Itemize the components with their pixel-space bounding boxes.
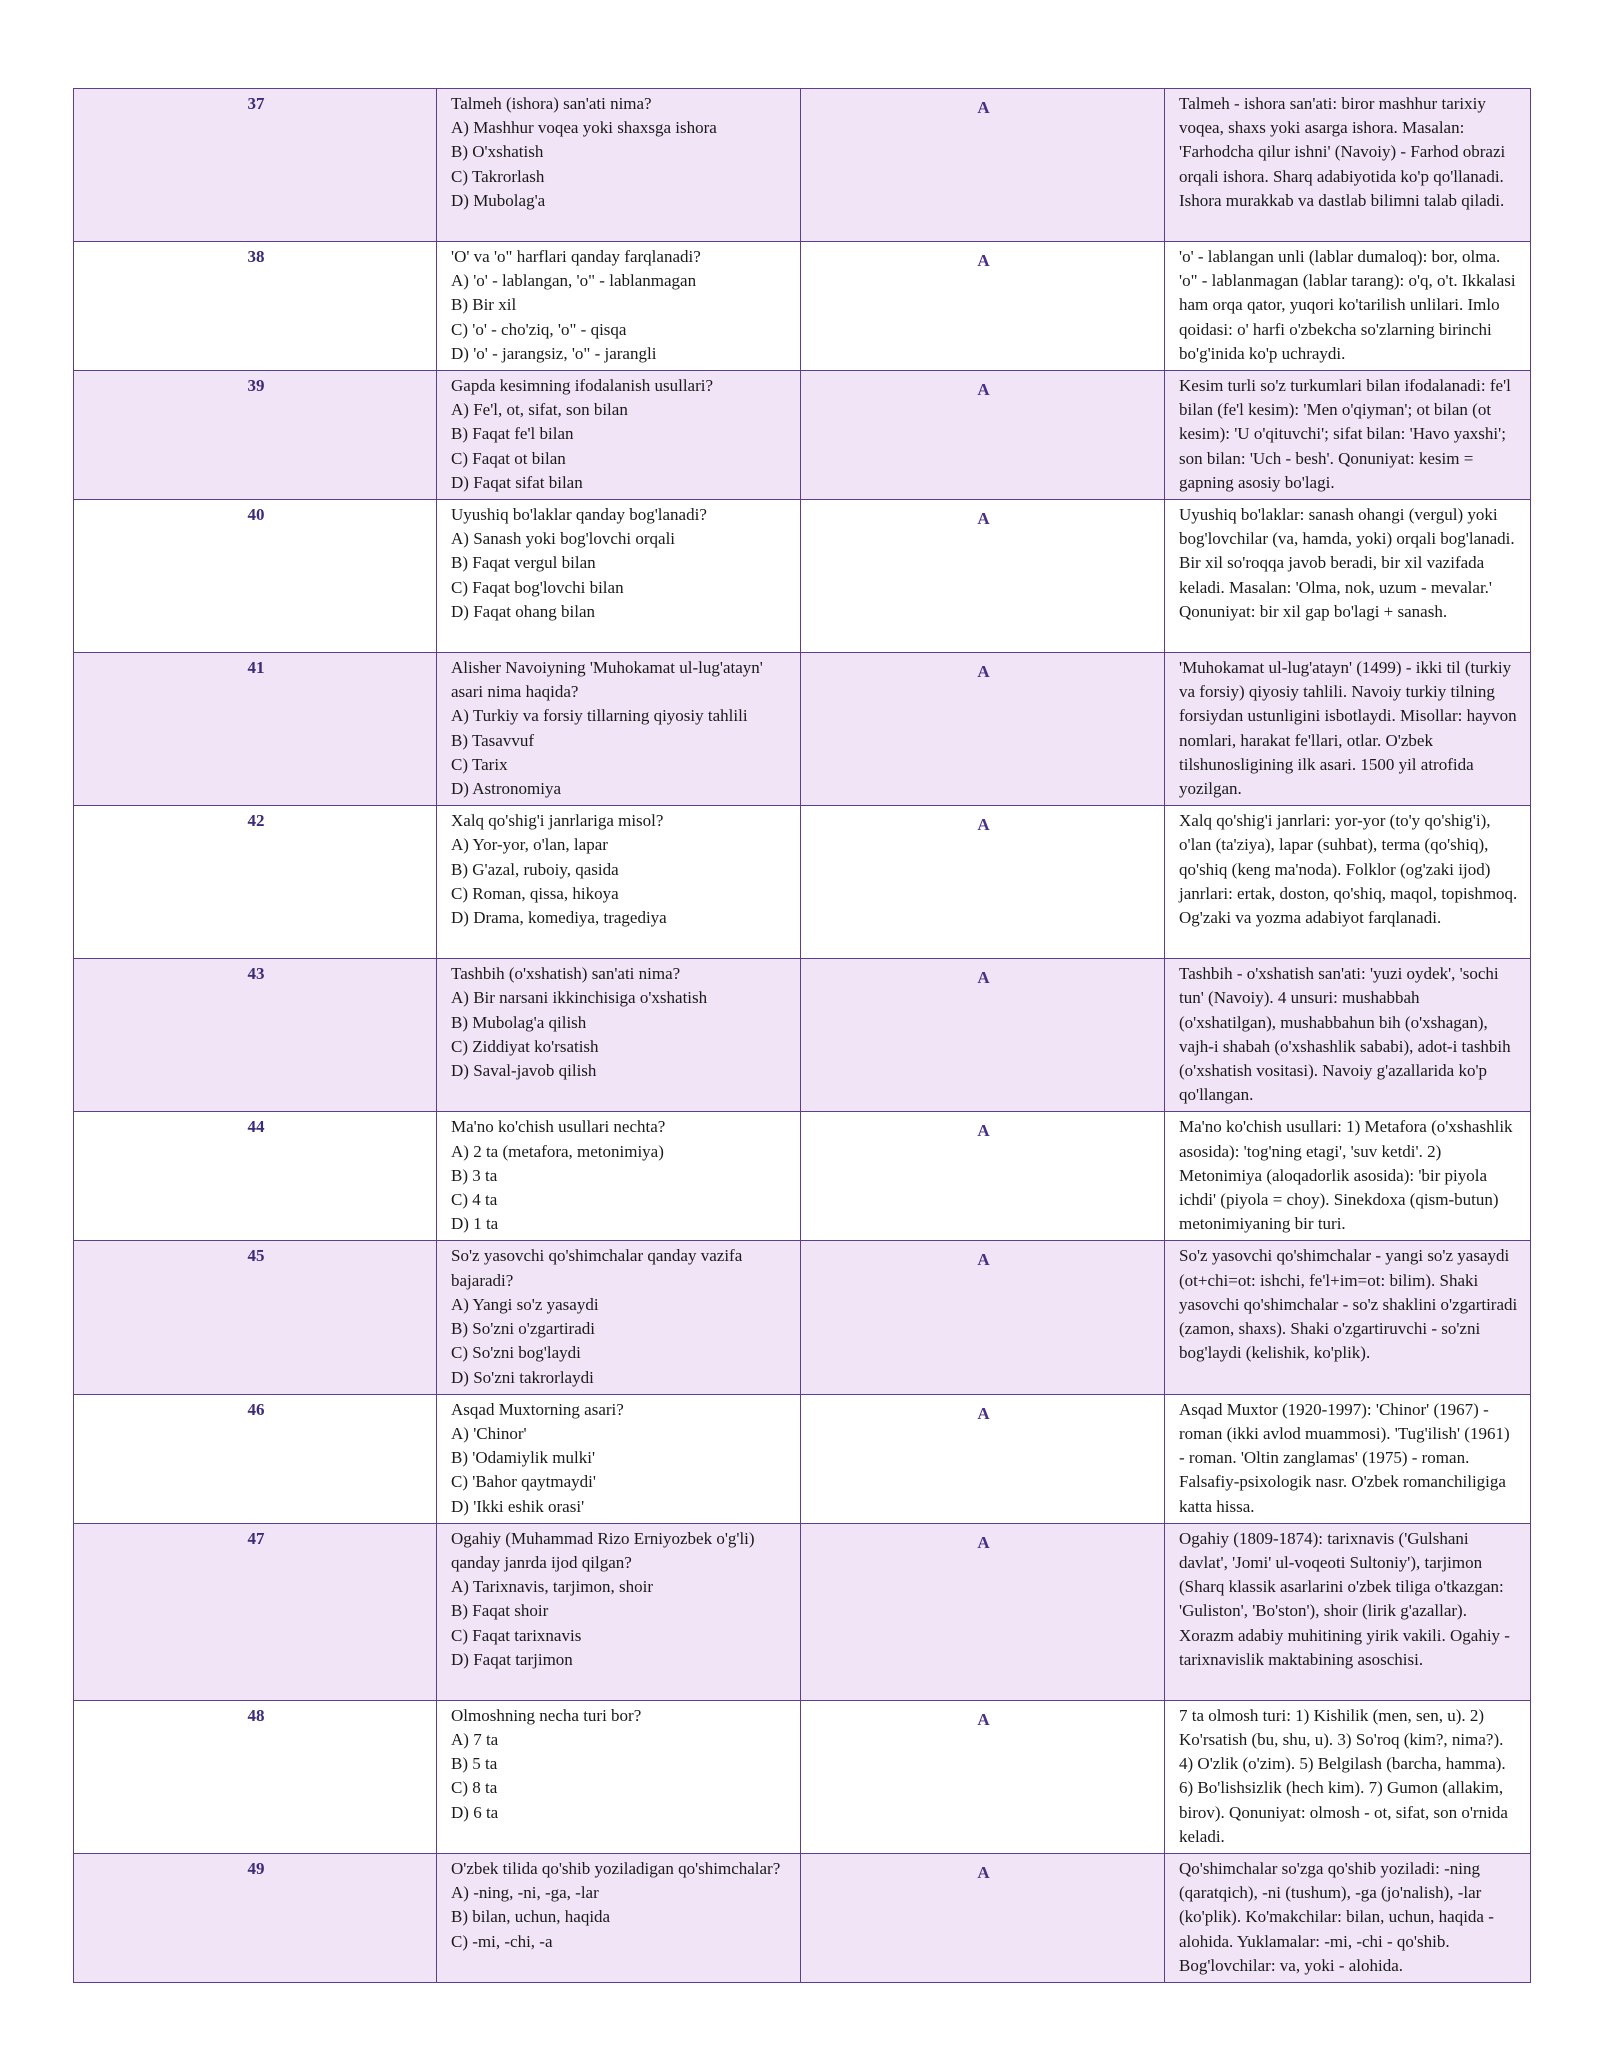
- option-b: B) O'xshatish: [451, 142, 544, 162]
- question-number: 44: [74, 1112, 437, 1241]
- question-cell: [437, 1700, 801, 1853]
- question-text: Alisher Navoiyning 'Muhokamat ul-lug'atayn' asari nima haqida?: [451, 658, 763, 702]
- option-d: D) Faqat ohang bilan: [451, 601, 595, 621]
- option-a: A) Mashhur voqea yoki shaxsga ishora: [451, 118, 717, 138]
- question-text: So'z yasovchi qo'shimchalar qanday vazifa bajaradi?: [451, 1246, 743, 1290]
- question-text: Ogahiy (Muhammad Rizo Erniyozbek o'g'li) qanday janrda ijod qilgan?: [451, 1528, 755, 1572]
- option-c: C) Faqat bog'lovchi bilan: [451, 577, 624, 597]
- question-text: O'zbek tilida qo'shib yoziladigan qo'shimchalar?: [451, 1858, 781, 1878]
- answer-table: [73, 88, 1531, 1983]
- table-row: [74, 1394, 1531, 1523]
- option-b: B) So'zni o'zgartiradi: [451, 1319, 595, 1339]
- question-text: Talmeh (ishora) san'ati nima?: [451, 94, 652, 113]
- option-a: A) Tarixnavis, tarjimon, shoir: [451, 1577, 653, 1597]
- option-c: C) Roman, qissa, hikoya: [451, 883, 619, 903]
- question-number: 45: [74, 1241, 437, 1394]
- option-c: C) Ziddiyat ko'rsatish: [451, 1036, 599, 1056]
- option-d: D) Saval-javob qilish: [451, 1061, 597, 1081]
- table-row: [74, 653, 1531, 806]
- explanation-cell: Kesim turli so'z turkumlari bilan ifodalanadi: fe'l bilan (fe'l kesim): 'Men o'qiyman'; ot bilan (ot kesim): 'U o'qituvchi'; sifat bilan: 'Havo yaxshi'; son bilan: 'Uch - besh'. Qonuniyat: kesim = gapning asosiy bo'lagi.: [1165, 371, 1531, 500]
- answer-letter: A: [801, 806, 1165, 959]
- option-a: A) 'Chinor': [451, 1423, 527, 1443]
- question-cell: [437, 1112, 801, 1241]
- option-b: B) Faqat shoir: [451, 1601, 549, 1621]
- answer-letter: A: [801, 242, 1165, 371]
- question-number: 40: [74, 500, 437, 653]
- question-text: Ma'no ko'chish usullari nechta?: [451, 1117, 666, 1137]
- question-cell: [437, 89, 801, 242]
- question-cell: [437, 1523, 801, 1700]
- explanation-cell: Talmeh - ishora san'ati: biror mashhur tarixiy voqea, shaxs yoki asarga ishora. Masalan: 'Farhodcha qilur ishni' (Navoiy) - Farhod obrazi orqali ishora. Sharq adabiyotida ko'p qo'llanadi. Ishora murakkab va dastlab bilimni talab qiladi.: [1165, 89, 1531, 242]
- option-b: B) Bir xil: [451, 295, 517, 315]
- question-cell: [437, 653, 801, 806]
- option-b: B) Faqat fe'l bilan: [451, 424, 574, 444]
- question-text: Asqad Muxtorning asari?: [451, 1399, 624, 1419]
- option-a: A) Turkiy va forsiy tillarning qiyosiy tahlili: [451, 706, 748, 726]
- question-text: 'O' va 'o" harflari qanday farqlanadi?: [451, 247, 701, 266]
- question-cell: [437, 806, 801, 959]
- table-row: [74, 1700, 1531, 1853]
- explanation-cell: Asqad Muxtor (1920-1997): 'Chinor' (1967) - roman (ikki avlod muammosi). 'Tug'ilish' (1961) - roman. 'Oltin zanglamas' (1975) - roman. Falsafiy-psixologik nasr. O'zbek romanchiligiga katta hissa.: [1165, 1394, 1531, 1523]
- table-row: [74, 1112, 1531, 1241]
- table-row: [74, 242, 1531, 371]
- option-a: A) Bir narsani ikkinchisiga o'xshatish: [451, 988, 708, 1008]
- question-number: 46: [74, 1394, 437, 1523]
- explanation-cell: 'Muhokamat ul-lug'atayn' (1499) - ikki til (turkiy va forsiy) qiyosiy tahlili. Navoiy turkiy tilning forsiydan ustunligini isbotlaydi. Misollar: hayvon nomlari, harakat fe'llari, otlar. O'zbek tilshunosligining ilk asari. 1500 yil atrofida yozilgan.: [1165, 653, 1531, 806]
- option-c: C) Faqat ot bilan: [451, 448, 566, 468]
- table-row: [74, 89, 1531, 242]
- question-text: Xalq qo'shig'i janrlariga misol?: [451, 811, 664, 831]
- explanation-cell: 'o' - lablangan unli (lablar dumaloq): bor, olma. 'o" - lablanmagan (lablar tarang): o'q, o't. Ikkalasi ham orqa qator, yuqori ko'tarilish unlilari. Imlo qoidasi: o' harfi o'zbekcha so'zlarning birinchi bo'g'inida ko'p uchraydi.: [1165, 242, 1531, 371]
- option-d: D) Astronomiya: [451, 779, 562, 799]
- option-d: D) So'zni takrorlaydi: [451, 1367, 594, 1387]
- option-b: B) Faqat vergul bilan: [451, 553, 596, 573]
- table-row: [74, 500, 1531, 653]
- explanation-cell: Uyushiq bo'laklar: sanash ohangi (vergul) yoki bog'lovchilar (va, hamda, yoki) orqali bog'lanadi. Bir xil so'roqqa javob beradi, bir xil vazifada keladi. Masalan: 'Olma, nok, uzum - mevalar.' Qonuniyat: bir xil gap bo'lagi + sanash.: [1165, 500, 1531, 653]
- answer-letter: A: [801, 959, 1165, 1112]
- option-a: A) Fe'l, ot, sifat, son bilan: [451, 400, 628, 420]
- question-cell: [437, 1394, 801, 1523]
- answer-letter: A: [801, 371, 1165, 500]
- question-cell: [437, 500, 801, 653]
- question-number: 42: [74, 806, 437, 959]
- option-c: C) Takrorlash: [451, 166, 545, 186]
- question-number: 37: [74, 89, 437, 242]
- option-c: C) Tarix: [451, 754, 508, 774]
- explanation-cell: So'z yasovchi qo'shimchalar - yangi so'z yasaydi (ot+chi=ot: ishchi, fe'l+im=ot: bilim). Shaki yasovchi qo'shimchalar - so'z shaklini o'zgartiradi (zamon, shaxs). Shaki o'zgartiruvchi - so'zni bog'laydi (kelishik, ko'plik).: [1165, 1241, 1531, 1394]
- option-d: D) Drama, komediya, tragediya: [451, 908, 667, 928]
- answer-letter: A: [801, 500, 1165, 653]
- question-number: 39: [74, 371, 437, 500]
- explanation-cell: Qo'shimchalar so'zga qo'shib yoziladi: -ning (qaratqich), -ni (tushum), -ga (jo'nalish), -lar (ko'plik). Ko'makchilar: bilan, uchun, haqida - alohida. Yuklamalar: -mi, -chi - qo'shib. Bog'lovchilar: va, yoki - alohida.: [1165, 1853, 1531, 1982]
- option-a: A) -ning, -ni, -ga, -lar: [451, 1883, 599, 1903]
- option-c: C) 'o' - cho'ziq, 'o" - qisqa: [451, 319, 627, 339]
- answer-letter: A: [801, 89, 1165, 242]
- table-row: [74, 806, 1531, 959]
- question-number: 48: [74, 1700, 437, 1853]
- option-b: B) bilan, uchun, haqida: [451, 1907, 611, 1927]
- question-text: Uyushiq bo'laklar qanday bog'lanadi?: [451, 505, 707, 525]
- option-d: D) 1 ta: [451, 1214, 499, 1234]
- option-d: D) Mubolag'a: [451, 190, 546, 210]
- question-number: 41: [74, 653, 437, 806]
- answer-letter: A: [801, 1523, 1165, 1700]
- explanation-cell: Ogahiy (1809-1874): tarixnavis ('Gulshani davlat', 'Jomi' ul-voqeoti Sultoniy'), tarjimon (Sharq klassik asarlarini o'zbek tiliga o'tkazgan: 'Guliston', 'Bo'ston'), shoir (lirik g'azallar). Xorazm adabiy muhitining yirik vakili. Ogahiy - tarixnavislik maktabining asoschisi.: [1165, 1523, 1531, 1700]
- explanation-cell: Xalq qo'shig'i janrlari: yor-yor (to'y qo'shig'i), o'lan (ta'ziya), lapar (suhbat), terma (qo'shiq), qo'shiq (keng ma'noda). Folklor (og'zaki ijod) janrlari: ertak, doston, qo'shiq, maqol, topishmoq. Og'zaki va yozma adabiyot farqlanadi.: [1165, 806, 1531, 959]
- question-cell: [437, 242, 801, 371]
- option-d: D) 'Ikki eshik orasi': [451, 1496, 585, 1516]
- option-c: C) -mi, -chi, -a: [451, 1931, 553, 1951]
- answer-letter: A: [801, 653, 1165, 806]
- table-row: [74, 1241, 1531, 1394]
- question-cell: [437, 1853, 801, 1982]
- table-row: [74, 1853, 1531, 1982]
- option-d: D) 'o' - jarangsiz, 'o" - jarangli: [451, 343, 657, 363]
- option-c: C) So'zni bog'laydi: [451, 1343, 581, 1363]
- question-number: 47: [74, 1523, 437, 1700]
- answer-letter: A: [801, 1112, 1165, 1241]
- question-number: 38: [74, 242, 437, 371]
- table-row: [74, 959, 1531, 1112]
- question-cell: [437, 371, 801, 500]
- option-c: C) Faqat tarixnavis: [451, 1625, 582, 1645]
- option-b: B) Tasavvuf: [451, 730, 535, 750]
- answer-letter: A: [801, 1853, 1165, 1982]
- option-b: B) 'Odamiylik mulki': [451, 1448, 596, 1468]
- option-a: A) Yor-yor, o'lan, lapar: [451, 835, 608, 855]
- question-number: 49: [74, 1853, 437, 1982]
- answer-letter: A: [801, 1241, 1165, 1394]
- answer-letter: A: [801, 1700, 1165, 1853]
- option-a: A) 2 ta (metafora, metonimiya): [451, 1141, 664, 1161]
- answer-letter: A: [801, 1394, 1165, 1523]
- option-c: C) 4 ta: [451, 1190, 498, 1210]
- option-d: D) Faqat tarjimon: [451, 1649, 573, 1669]
- option-c: C) 8 ta: [451, 1778, 498, 1798]
- explanation-cell: Ma'no ko'chish usullari: 1) Metafora (o'xshashlik asosida): 'tog'ning etagi', 'suv ketdi'. 2) Metonimiya (aloqadorlik asosida): 'bir piyola ichdi' (piyola = choy). Sinekdoxa (qism-butun) metonimiyaning bir turi.: [1165, 1112, 1531, 1241]
- question-cell: [437, 1241, 801, 1394]
- option-b: B) 5 ta: [451, 1754, 498, 1774]
- question-text: Olmoshning necha turi bor?: [451, 1705, 642, 1725]
- question-cell: [437, 959, 801, 1112]
- option-d: D) Faqat sifat bilan: [451, 472, 583, 492]
- option-b: B) Mubolag'a qilish: [451, 1012, 587, 1032]
- table-row: [74, 371, 1531, 500]
- question-text: Gapda kesimning ifodalanish usullari?: [451, 376, 714, 396]
- option-a: A) 7 ta: [451, 1729, 499, 1749]
- question-text: Tashbih (o'xshatish) san'ati nima?: [451, 964, 681, 984]
- table-row: [74, 1523, 1531, 1700]
- option-d: D) 6 ta: [451, 1802, 499, 1822]
- answer-table-page: [73, 88, 1530, 1983]
- option-a: A) Sanash yoki bog'lovchi orqali: [451, 529, 676, 549]
- option-b: B) G'azal, ruboiy, qasida: [451, 859, 619, 879]
- answer-table-body: [74, 89, 1531, 1983]
- question-number: 43: [74, 959, 437, 1112]
- option-a: A) Yangi so'z yasaydi: [451, 1294, 599, 1314]
- option-a: A) 'o' - lablangan, 'o" - lablanmagan: [451, 271, 697, 291]
- explanation-cell: 7 ta olmosh turi: 1) Kishilik (men, sen, u). 2) Ko'rsatish (bu, shu, u). 3) So'roq (kim?, nima?). 4) O'zlik (o'zim). 5) Belgilash (barcha, hamma). 6) Bo'lishsizlik (hech kim). 7) Gumon (allakim, birov). Qonuniyat: olmosh - ot, sifat, son o'rnida keladi.: [1165, 1700, 1531, 1853]
- explanation-cell: Tashbih - o'xshatish san'ati: 'yuzi oydek', 'sochi tun' (Navoiy). 4 unsuri: mushabbah (o'xshatilgan), mushabbahun bih (o'xshagan), vajh-i shabah (o'xshashlik sababi), adot-i tashbih (o'xshatish vositasi). Navoiy g'azallarida ko'p qo'llangan.: [1165, 959, 1531, 1112]
- option-c: C) 'Bahor qaytmaydi': [451, 1472, 596, 1492]
- option-b: B) 3 ta: [451, 1165, 498, 1185]
